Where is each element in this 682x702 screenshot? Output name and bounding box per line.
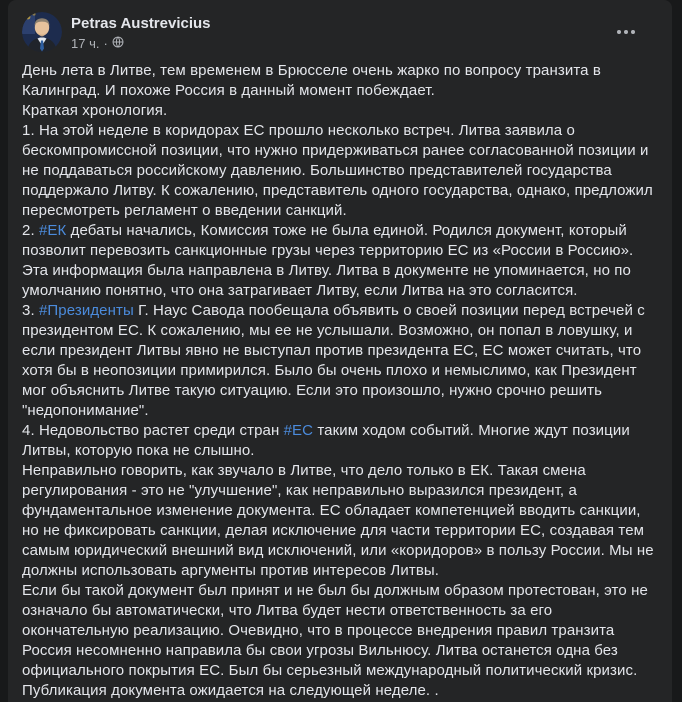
post-paragraph bbox=[22, 681, 656, 701]
hashtag-link[interactable]: #ЕК bbox=[38, 222, 67, 239]
avatar[interactable] bbox=[22, 12, 62, 52]
post-paragraph bbox=[22, 121, 656, 221]
text-segment: 1. На этой неделе в коридорах ЕС прошло несколько встреч. Литва заявила о бескомпромиссной позиции, что нужно придерживаться ранее согласованной позиции и не поддаваться российскому давлению. Большинство представителей государства поддержало Литву. К сожалению, представитель одного государства, однако, предложил пересмотреть регламент о введении санкций. bbox=[22, 122, 658, 219]
more-options-button[interactable] bbox=[610, 20, 642, 44]
text-segment: 3. bbox=[22, 302, 39, 319]
text-segment: 2. bbox=[22, 222, 39, 239]
post-paragraph bbox=[22, 461, 659, 581]
post-card bbox=[8, 0, 672, 702]
ellipsis-horizontal-icon bbox=[617, 30, 635, 34]
post-meta bbox=[71, 34, 211, 52]
text-segment: День лета в Литве, тем временем в Брюсселе очень жарко по вопросу транзита в Калинград. И похоже Россия в данный момент побеждает. bbox=[22, 62, 606, 99]
hashtag-link[interactable]: #Президенты bbox=[38, 302, 134, 319]
text-segment: Если бы такой документ был принят и не был бы должным образом протестован, это не означало бы автоматически, что Литва будет нести ответственность за его окончательную реализацию. Очевидно, что в процессе внедрения правил транзита Россия несомненно направила бы свои угрозы Вильнюсу. Литва останется одна без официального покрытия ЕС. Был бы серьезный международный политический кризис. bbox=[22, 582, 653, 679]
text-segment: 4. Недовольство растет среди стран bbox=[22, 422, 284, 439]
text-segment: дебаты начались, Комиссия тоже не была единой. Родился документ, который позволит перевозить санкционные грузы через территорию ЕС из «России в Россию». Эта информация была направлена в Литву. Литва в документе не упоминается, но по умолчанию понятно, что она затрагивает Литву, если Литва на это согласится. bbox=[22, 222, 638, 299]
post-paragraph bbox=[22, 101, 656, 121]
meta-separator: · bbox=[103, 35, 108, 51]
hashtag-link[interactable]: #ЕС bbox=[283, 422, 314, 439]
timestamp[interactable]: 17 ч. bbox=[71, 35, 100, 51]
text-segment: Публикация документа ожидается на следующей неделе. . bbox=[22, 682, 439, 699]
text-segment: Г. Наус Савода пообещала объявить о своей позиции перед встречей с президентом ЕС. К сожалению, мы ее не услышали. Возможно, он попал в ловушку, и если президент Литвы явно не выступал против президента ЕС, ЕС может считать, что хотя бы в неопозиции примирился. Было бы очень плохо и немыслимо, как Президент мог объяснить Литве такую ситуацию. Если это произошло, нужно срочно решить "недопонимание". bbox=[22, 302, 650, 419]
post-header bbox=[8, 0, 672, 52]
post-paragraph bbox=[22, 421, 656, 461]
text-segment: Неправильно говорить, как звучало в Литве, что дело только в ЕК. Такая смена регулирования - это не "улучшение", как неправильно выразился президент, а фундаментальное изменение документа. ЕС обладает компетенцией вводить санкции, но не фиксировать санкции, делая исключение для части территории ЕС, создавая тем самым юридический внешний вид исключений, или «коридоров» в пользу России. Мы не должны использовать аргументы против интересов Литвы. bbox=[22, 462, 659, 579]
text-segment: таким ходом событий. Многие ждут позиции Литвы, которую пока не слышно. bbox=[22, 422, 635, 459]
post-paragraph bbox=[22, 301, 656, 421]
author-name[interactable]: Petras Austrevicius bbox=[71, 15, 211, 32]
avatar-image bbox=[22, 12, 62, 52]
post-paragraph bbox=[22, 581, 656, 681]
post-header-text bbox=[71, 12, 211, 52]
post-paragraph bbox=[22, 61, 656, 101]
post-text bbox=[8, 52, 672, 701]
post-paragraph bbox=[22, 221, 656, 301]
globe-public-icon bbox=[112, 35, 124, 52]
text-segment: Краткая хронология. bbox=[22, 102, 168, 119]
